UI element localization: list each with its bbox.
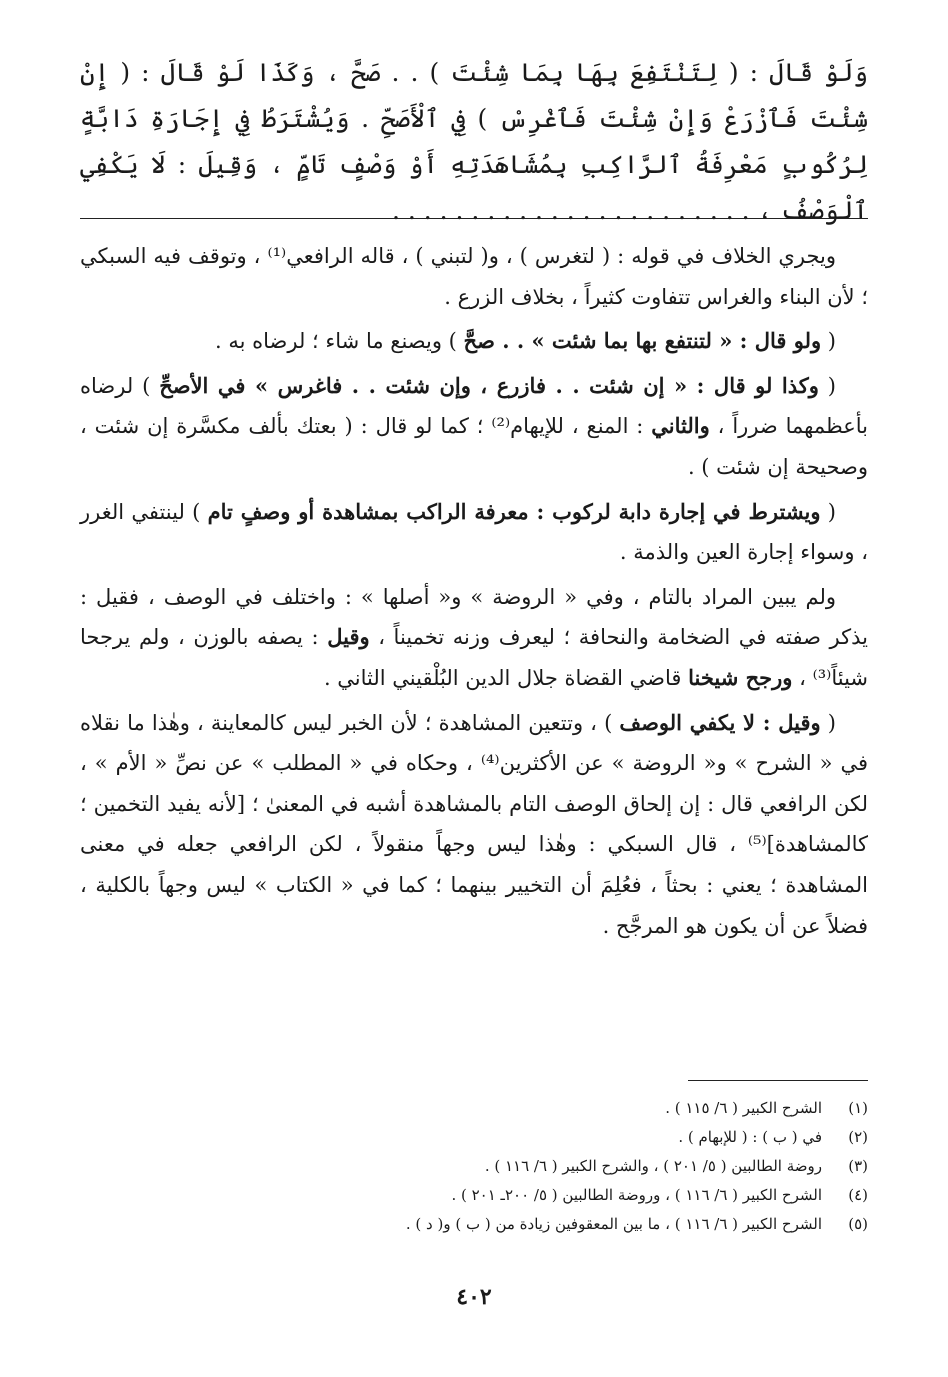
- footnote-text: الشرح الكبير ( ٦/ ١١٥ ) .: [665, 1099, 822, 1117]
- footnotes-block: [80, 1094, 868, 1239]
- sharh-text: ) لرضاه بأعظمهما ضرراً ،: [80, 373, 868, 439]
- sharh-text: (: [820, 499, 836, 524]
- matn-quote-bold: ولو قال : « لتنتفع بها بما شئت » . . صحَّ: [463, 328, 822, 354]
- sharh-paragraph-1: [80, 236, 868, 317]
- sharh-commentary-block: [80, 236, 868, 950]
- sharh-text: (: [820, 710, 836, 735]
- footnote-item: [80, 1152, 868, 1181]
- footnote-text: في ( ب ) : ( للإبهام ) .: [678, 1128, 822, 1146]
- sharh-text: ) لينتفي الغرر ، وسواء إجارة العين والذمة .: [80, 499, 868, 565]
- footnote-number: (٥): [848, 1215, 868, 1233]
- footnote-number: (٣): [848, 1157, 868, 1175]
- footnote-number: (٢): [848, 1128, 868, 1146]
- matn-quote-bold: وقيل : لا يكفي الوصف: [619, 709, 821, 735]
- footnote-item: [80, 1210, 868, 1239]
- sharh-text: ) ويصنع ما شاء ؛ لرضاه به .: [215, 329, 464, 354]
- sharh-paragraph-3: [80, 366, 868, 488]
- sharh-text: قاضي القضاة جلال الدين البُلْقيني الثاني .: [323, 665, 689, 690]
- sharh-text: (: [821, 329, 836, 354]
- footnote-separator-line: [688, 1080, 868, 1081]
- matn-text-block: [80, 50, 868, 234]
- sharh-paragraph-2: [80, 321, 868, 362]
- sharh-text: ويجري الخلاف في قوله : ( لتغرس ) ، و( لتبني ) ، قاله الرافعي⁽¹⁾ ، وتوقف فيه السبكي ؛ لأن البناء والغراس تتفاوت كثيراً ، بخلاف الزرع .: [80, 244, 868, 309]
- matn-quote-bold: وكذا لو قال : « إن شئت . . فازرع ، وإن شئت . . فاغرس » في الأصحِّ: [159, 372, 819, 398]
- footnote-number: (٤): [848, 1186, 868, 1204]
- matn-separator-line: [80, 218, 868, 219]
- matn-quote-bold: والثاني: [651, 413, 710, 439]
- matn-quote-bold: ويشترط في إجارة دابة لركوب : معرفة الراكب بمشاهدة أو وصفٍ تام: [207, 498, 821, 524]
- footnote-text: الشرح الكبير ( ٦/ ١١٦ ) ، وروضة الطالبين ( ٥/ ٢٠٠ـ ٢٠١ ) .: [451, 1186, 822, 1204]
- sharh-text: : يصفه بالوزن ، ولم يرجحا شيئاً⁽³⁾ ،: [80, 625, 868, 690]
- sharh-text: (: [818, 373, 836, 398]
- matn-paragraph: وَلَوْ قَالَ : ( لِتَنْتَفِعَ بِهَا بِمَا شِئْتَ ) . . صَحَّ ، وَكَذَا لَوْ قَالَ : ( إِنْ شِئْتَ فَٱزْرَعْ وَإِنْ شِئْتَ فَٱغْرِسْ ) فِي ٱلْأَصَحِّ . وَيُشْتَرَطُ فِي إِجَارَةِ دَابَّةٍ لِرُكُوبٍ مَعْرِفَةُ ٱلرَّاكِبِ بِمُشَاهَدَتِهِ أَوْ وَصْفٍ تَامٍّ ، وَقِيلَ : لَا يَكْفِي ٱلْوَصْفُ ، . . . . . . . . . . . . . . . . . . . . . . .: [80, 58, 868, 225]
- footnote-item: [80, 1094, 868, 1123]
- sharh-text: ) ، وتتعين المشاهدة ؛ لأن الخبر ليس كالمعاينة ، وهٰذا ما نقلاه في « الشرح » و« الروضة » عن الأكثرين⁽⁴⁾ ، وحكاه في « المطلب » عن نصِّ « الأم » ، لكن الرافعي قال : إن إلحاق الوصف التام بالمشاهدة أشبه في المعنىٰ ؛ [لأنه يفيد التخمين ؛ كالمشاهدة]⁽⁵⁾ ، قال السبكي : وهٰذا ليس وجهاً منقولاً ، لكن الرافعي جعله في معنى المشاهدة ؛ يعني : بحثاً ، فعُلِمَ أن التخيير بينهما ؛ كما في « الكتاب » ليس وجهاً بالكلية ، فضلاً عن أن يكون هو المرجَّح .: [80, 710, 868, 938]
- page-number: ٤٠٢: [456, 1284, 492, 1310]
- keyword-bold: ورجح شيخنا: [688, 664, 793, 690]
- footnote-number: (١): [848, 1099, 868, 1117]
- sharh-text: ولم يبين المراد بالتام ، وفي « الروضة » و« أصلها » : واختلف في الوصف ، فقيل : يذكر صفته في الضخامة والنحافة ؛ ليعرف وزنه تخميناً ،: [80, 584, 868, 650]
- footnote-text: الشرح الكبير ( ٦/ ١١٦ ) ، ما بين المعقوفين زيادة من ( ب ) و( د ) .: [405, 1215, 822, 1233]
- footnote-item: [80, 1181, 868, 1210]
- sharh-text: : المنع ، للإيهام⁽²⁾ ؛ كما لو قال : ( بعتك بألف مكسَّرة إن شئت ، وصحيحة إن شئت ) .: [80, 414, 868, 479]
- footnote-item: [80, 1123, 868, 1152]
- keyword-bold: وقيل: [327, 624, 370, 650]
- sharh-paragraph-6: [80, 703, 868, 947]
- footnote-text: روضة الطالبين ( ٥/ ٢٠١ ) ، والشرح الكبير ( ٦/ ١١٦ ) .: [484, 1157, 822, 1175]
- sharh-paragraph-4: [80, 492, 868, 573]
- sharh-paragraph-5: [80, 577, 868, 699]
